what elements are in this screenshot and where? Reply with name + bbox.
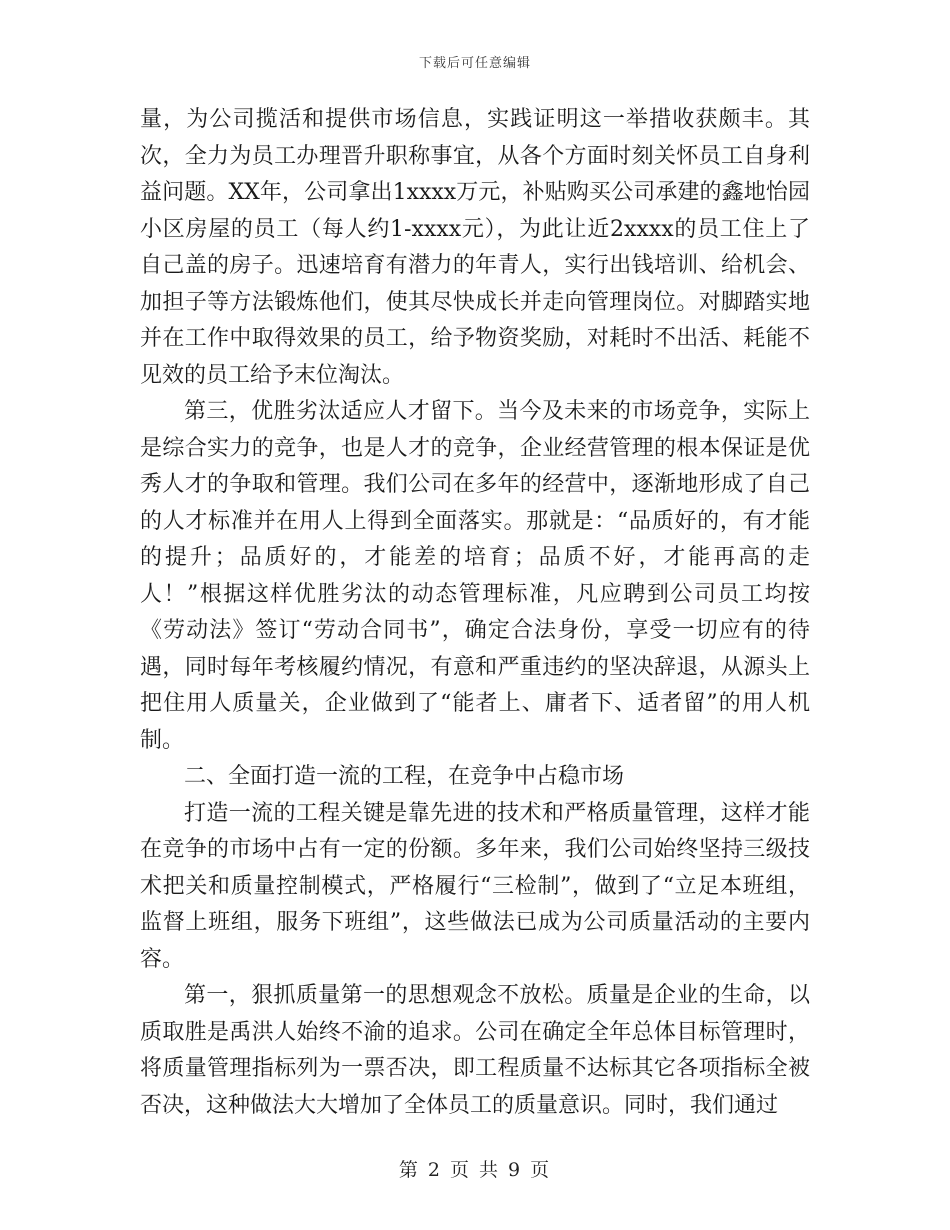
page-header-note: 下载后可任意编辑 bbox=[418, 56, 531, 71]
paragraph-4: 第一，狠抓质量第一的思想观念不放松。质量是企业的生命，以质取胜是禹洪人始终不渝的追求。公司在确定全年总体目标管理时，将质量管理指标列为一票否决，即工程质量不达标其它各项指标全被否决，这种做法大大增加了全体员工的质量意识。同时，我们通过 bbox=[140, 983, 810, 1118]
paragraph-1: 量，为公司揽活和提供市场信息，实践证明这一举措收获颇丰。其次，全力为员工办理晋升职称事宜，从各个方面时刻关怀员工自身利益问题。XX年，公司拿出1xxxx万元，补贴购买公司承建的鑫地怡园小区房屋的员工（每人约1-xxxx元），为此让近2xxxx的员工住上了自己盖的房子。迅速培育有潜力的年青人，实行出钱培训、给机会、加担子等方法锻炼他们，使其尽快成长并走向管理岗位。对脚踏实地并在工作中取得效果的员工，给予物资奖励，对耗时不出活、耗能不见效的员工给予末位淘汰。 bbox=[140, 107, 810, 388]
page-number-footer: 第 2 页 共 9 页 bbox=[398, 1159, 552, 1181]
section-heading: 二、全面打造一流的工程，在竞争中占稳市场 bbox=[184, 764, 625, 789]
document-body bbox=[140, 102, 810, 1124]
paragraph-2: 第三，优胜劣汰适应人才留下。当今及未来的市场竞争，实际上是综合实力的竞争，也是人才的竞争，企业经营管理的根本保证是优秀人才的争取和管理。我们公司在多年的经营中，逐渐地形成了自己的人才标准并在用人上得到全面落实。那就是：“品质好的，有才能的提升；品质好的，才能差的培育；品质不好，才能再高的走人！”根据这样优胜劣汰的动态管理标准，凡应聘到公司员工均按《劳动法》签订“劳动合同书”，确定合法身份，享受一切应有的待遇，同时每年考核履约情况，有意和严重违约的坚决辞退，从源头上把住用人质量关，企业做到了“能者上、庸者下、适者留”的用人机制。 bbox=[140, 399, 810, 753]
paragraph-3: 打造一流的工程关键是靠先进的技术和严格质量管理，这样才能在竞争的市场中占有一定的份额。多年来，我们公司始终坚持三级技术把关和质量控制模式，严格履行“三检制”，做到了“立足本班组，监督上班组，服务下班组”，这些做法已成为公司质量活动的主要内容。 bbox=[140, 800, 810, 972]
